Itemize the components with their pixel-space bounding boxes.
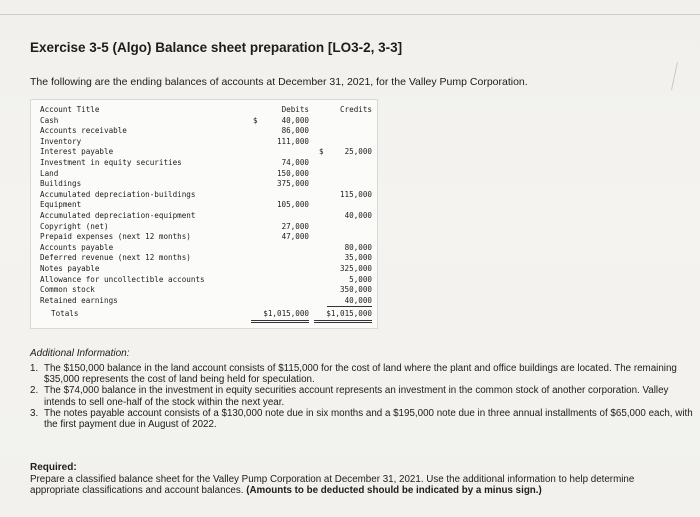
credit-amount: 80,000 <box>344 242 372 252</box>
account-name: Inventory <box>40 136 82 146</box>
credit-amount: 35,000 <box>344 253 372 263</box>
table-row <box>31 275 377 286</box>
account-name: Accumulated depreciation-equipment <box>40 211 196 220</box>
required-text <box>30 474 680 497</box>
table-row <box>31 137 377 148</box>
required-emphasis: (Amounts to be deducted should be indicated by a minus sign.) <box>246 485 542 497</box>
top-divider <box>0 14 700 15</box>
item-text: The $150,000 balance in the land account consists of $115,000 for the cost of land where the plant and office buildings are located. The remaining $35,000 represents the cost of land being held for speculation. <box>44 363 677 386</box>
item-text: The notes payable account consists of a $130,000 note due in six months and a $195,000 note due in three annual installments of $65,000 each, with the first payment due in August of 2022. <box>44 407 693 431</box>
additional-info-item <box>30 363 695 385</box>
additional-info-item <box>30 408 695 430</box>
debit-amount: 27,000 <box>281 221 309 231</box>
account-name: Allowance for uncollectible accounts <box>40 274 205 284</box>
credit-currency-sign: $ <box>319 147 324 157</box>
account-name: Accounts payable <box>40 242 114 252</box>
debit-amount: 40,000 <box>281 115 309 125</box>
debit-amount: 111,000 <box>276 136 309 146</box>
account-name: Copyright (net) <box>40 221 109 231</box>
table-row <box>31 222 377 233</box>
debit-amount: 86,000 <box>281 126 309 136</box>
table-row <box>31 211 377 222</box>
table-header <box>31 105 377 116</box>
table-row <box>31 285 377 296</box>
additional-info-item <box>30 385 695 407</box>
table-row <box>31 147 377 158</box>
item-number: 1. <box>30 363 39 374</box>
table-row <box>31 158 377 169</box>
credit-amount: 40,000 <box>327 296 372 308</box>
account-name: Buildings <box>40 179 82 189</box>
table-row <box>31 253 377 264</box>
account-name: Common stock <box>40 285 95 295</box>
table-row <box>31 126 377 137</box>
credit-amount: 325,000 <box>339 264 372 273</box>
account-name: Notes payable <box>40 264 100 273</box>
account-name: Investment in equity securities <box>40 158 182 167</box>
required-heading: Required: <box>30 462 77 473</box>
header-debits: Debits <box>281 105 309 114</box>
totals-label: Totals <box>51 309 79 319</box>
account-name: Cash <box>40 115 59 125</box>
table-row <box>31 200 377 211</box>
account-name: Equipment <box>40 200 82 210</box>
credit-amount: 5,000 <box>349 274 372 284</box>
credit-amount: 25,000 <box>344 147 372 157</box>
account-name: Interest payable <box>40 147 114 157</box>
required-instructions: Prepare a classified balance sheet for the Valley Pump Corporation at December 31, 2021. Use the additional information to help determine appropriate classifications and account balances. <box>30 474 635 497</box>
intro-text: The following are the ending balances of accounts at December 31, 2021, for the Valley Pump Corporation. <box>30 76 528 88</box>
totals-debit: $1,015,000 <box>251 309 309 323</box>
account-name: Prepaid expenses (next 12 months) <box>40 232 191 242</box>
credit-amount: 350,000 <box>339 285 372 295</box>
table-row <box>31 190 377 201</box>
header-credits: Credits <box>339 105 372 114</box>
item-number: 3. <box>30 407 39 419</box>
credit-amount: 40,000 <box>344 211 372 220</box>
debit-amount: 150,000 <box>276 168 309 178</box>
account-name: Accounts receivable <box>40 126 127 136</box>
debit-amount: 105,000 <box>276 200 309 210</box>
additional-info-title: Additional Information: <box>30 348 130 359</box>
table-row <box>31 264 377 275</box>
debit-amount: 47,000 <box>281 232 309 242</box>
debit-currency-sign: $ <box>253 115 258 125</box>
totals-row <box>31 309 377 320</box>
debit-amount: 74,000 <box>281 158 309 167</box>
debit-amount: 375,000 <box>276 179 309 189</box>
item-text: The $74,000 balance in the investment in equity securities account represents an investment in the common stock of another corporation. Valley intends to sell one-half of the stock within the next year. <box>44 385 669 408</box>
scribble-mark <box>653 62 678 90</box>
table-row <box>31 116 377 127</box>
additional-info-list <box>30 363 695 430</box>
table-row <box>31 243 377 254</box>
item-number: 2. <box>30 385 39 397</box>
totals-credit: $1,015,000 <box>314 309 372 323</box>
table-row <box>31 232 377 243</box>
account-name: Land <box>40 168 59 178</box>
trial-balance-table <box>30 99 378 329</box>
table-row <box>31 179 377 190</box>
table-row <box>31 169 377 180</box>
exercise-title: Exercise 3-5 (Algo) Balance sheet preparation [LO3-2, 3-3] <box>30 40 403 55</box>
account-name: Retained earnings <box>40 295 118 305</box>
credit-amount: 115,000 <box>339 189 372 199</box>
header-account-title: Account Title <box>40 105 100 114</box>
account-name: Accumulated depreciation-buildings <box>40 189 196 199</box>
table-row <box>31 296 377 307</box>
account-name: Deferred revenue (next 12 months) <box>40 253 191 263</box>
